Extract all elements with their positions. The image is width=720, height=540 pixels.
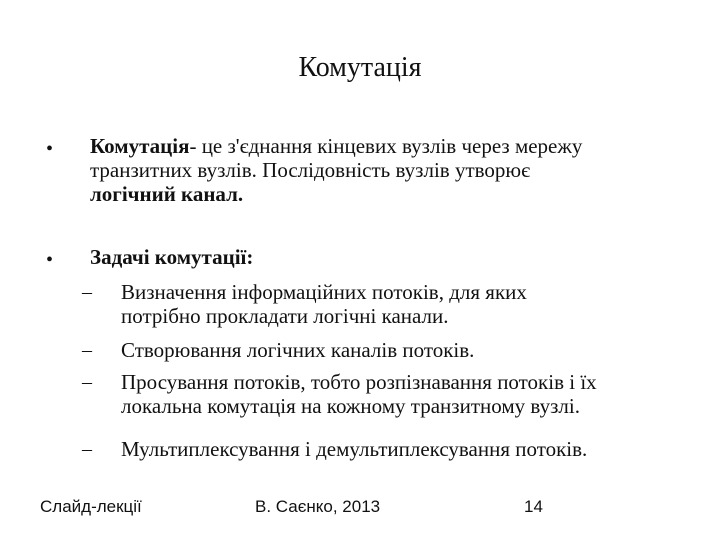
- task-line: потрібно прокладати логічні канали.: [121, 304, 449, 328]
- slide-title: Комутація: [298, 52, 422, 83]
- bullet-marker: •: [46, 249, 54, 271]
- tasks-heading: Задачі комутації:: [90, 245, 254, 269]
- task-line: Визначення інформаційних потоків, для яких: [121, 280, 527, 304]
- footer-author: В. Саєнко, 2013: [255, 497, 381, 516]
- task-line: Просування потоків, тобто розпізнавання потоків і їх: [121, 370, 597, 394]
- dash-marker: –: [82, 281, 92, 303]
- definition-line-2: транзитних вузлів. Послідовність вузлів утворює: [90, 158, 531, 182]
- dash-marker: –: [82, 438, 92, 460]
- task-line: Мультиплексування і демультиплексування потоків.: [121, 437, 588, 461]
- task-text: [121, 338, 681, 362]
- definition-term: Комутація: [90, 134, 190, 158]
- dash-marker: –: [82, 371, 92, 393]
- task-line: Створювання логічних каналів потоків.: [121, 338, 475, 362]
- definition-line-1: [90, 134, 680, 158]
- dash-marker: –: [82, 339, 92, 361]
- task-text: [121, 370, 681, 418]
- page-number: 14: [524, 497, 543, 516]
- task-line: локальна комутація на кожному транзитному вузлі.: [121, 394, 580, 418]
- definition-text: [90, 134, 680, 206]
- definition-rest: - це з'єднання кінцевих вузлів через мережу: [189, 134, 583, 158]
- footer-left: Слайд-лекції: [40, 497, 142, 516]
- bullet-marker: •: [46, 138, 54, 160]
- task-text: [121, 437, 681, 461]
- definition-line-3: логічний канал.: [90, 182, 244, 206]
- task-text: [121, 280, 681, 328]
